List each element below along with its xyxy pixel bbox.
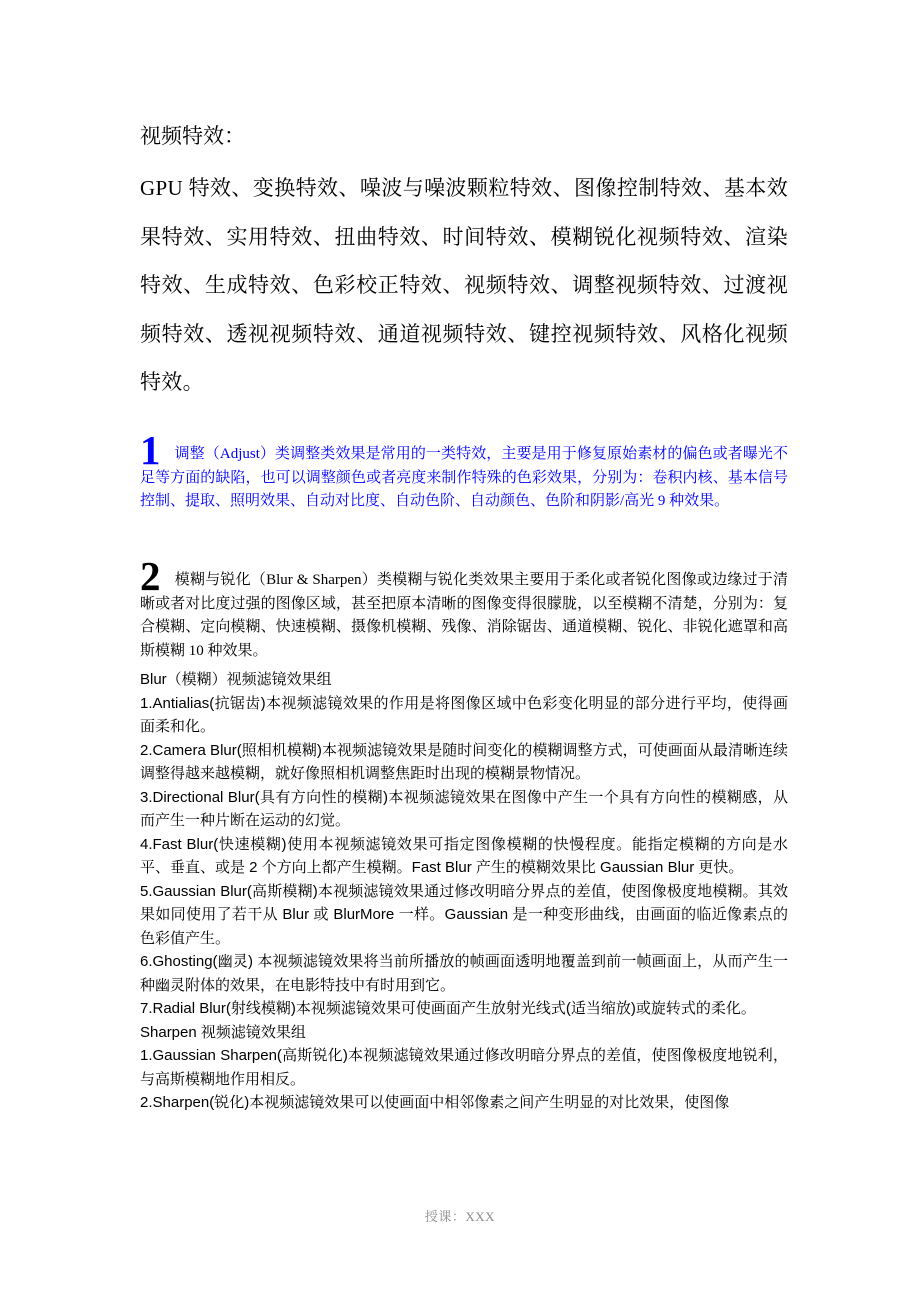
section-blur-sharpen (140, 553, 788, 663)
list-item: 1.Antialias(抗锯齿)本视频滤镜效果的作用是将图像区域中色彩变化明显的部分进行平均，使得画面柔和化。 (140, 694, 788, 735)
section-adjust (140, 427, 788, 514)
section-text: 调整（Adjust）类调整类效果是常用的一类特效，主要是用于修复原始素材的偏色或者曝光不足等方面的缺陷，也可以调整颜色或者亮度来制作特殊的色彩效果，分别为：卷积内核、基本信号控制、提取、照明效果、自动对比度、自动色阶、自动颜色、色阶和阴影/高光 9 种效果。 (140, 446, 788, 509)
page-footer: 授课：XXX (424, 1209, 496, 1224)
intro-body: GPU 特效、变换特效、噪波与噪波颗粒特效、图像控制特效、基本效果特效、实用特效、扭曲特效、时间特效、模糊锐化视频特效、渲染特效、生成特效、色彩校正特效、视频特效、调整视频特效、过渡视频特效、透视视频特效、通道视频特效、键控视频特效、风格化视频特效。 (140, 176, 788, 394)
list-item: 3.Directional Blur(具有方向性的模糊)本视频滤镜效果在图像中产生一个具有方向性的模糊感，从而产生一种片断在运动的幻觉。 (140, 788, 788, 829)
list-item: 7.Radial Blur(射线模糊)本视频滤镜效果可使画面产生放射光线式(适当缩放)或旋转式的柔化。 (140, 1000, 756, 1017)
section-text: 模糊与锐化（Blur & Sharpen）类模糊与锐化类效果主要用于柔化或者锐化图像或边缘过于清晰或者对比度过强的图像区域，甚至把原本清晰的图像变得很朦胧，以至模糊不清楚，分别为：复合模糊、定向模糊、快速模糊、摄像机模糊、残像、消除锯齿、通道模糊、锐化、非锐化遮罩和高斯模糊 10 种效果。 (140, 572, 788, 659)
section-number: 1 (140, 427, 161, 473)
section-number: 2 (140, 553, 161, 599)
intro-title: 视频特效： (140, 124, 245, 148)
list-item: 2.Camera Blur(照相机模糊)本视频滤镜效果是随时间变化的模糊调整方式，可使画面从最清晰连续调整得越来越模糊，就好像照相机调整焦距时出现的模糊景物情况。 (140, 741, 788, 782)
list-item: 1.Gaussian Sharpen(高斯锐化)本视频滤镜效果通过修改明暗分界点的差值，使图像极度地锐利，与高斯模糊地作用相反。 (140, 1047, 788, 1088)
list-item: 5.Gaussian Blur(高斯模糊)本视频滤镜效果通过修改明暗分界点的差值，使图像极度地模糊。其效果如同使用了若干从 Blur 或 BlurMore 一样。Gaussian 是一种变形曲线，由画面的临近像素点的色彩值产生。 (140, 882, 788, 947)
effect-list (140, 668, 788, 1115)
list-item: 6.Ghosting(幽灵) 本视频滤镜效果将当前所播放的帧画面透明地覆盖到前一帧画面上，从而产生一种幽灵附体的效果，在电影特技中有时用到它。 (140, 953, 788, 994)
group-heading-sharpen: Sharpen 视频滤镜效果组 (140, 1023, 306, 1041)
group-heading-blur: Blur（模糊）视频滤镜效果组 (140, 671, 332, 688)
list-item: 2.Sharpen(锐化)本视频滤镜效果可以使画面中相邻像素之间产生明显的对比效果，使图像 (140, 1094, 730, 1111)
list-item: 4.Fast Blur(快速模糊)使用本视频滤镜效果可指定图像模糊的快慢程度。能指定模糊的方向是水平、垂直、或是 2 个方向上都产生模糊。Fast Blur 产生的模糊效果比 Gaussian Blur 更快。 (140, 835, 788, 876)
